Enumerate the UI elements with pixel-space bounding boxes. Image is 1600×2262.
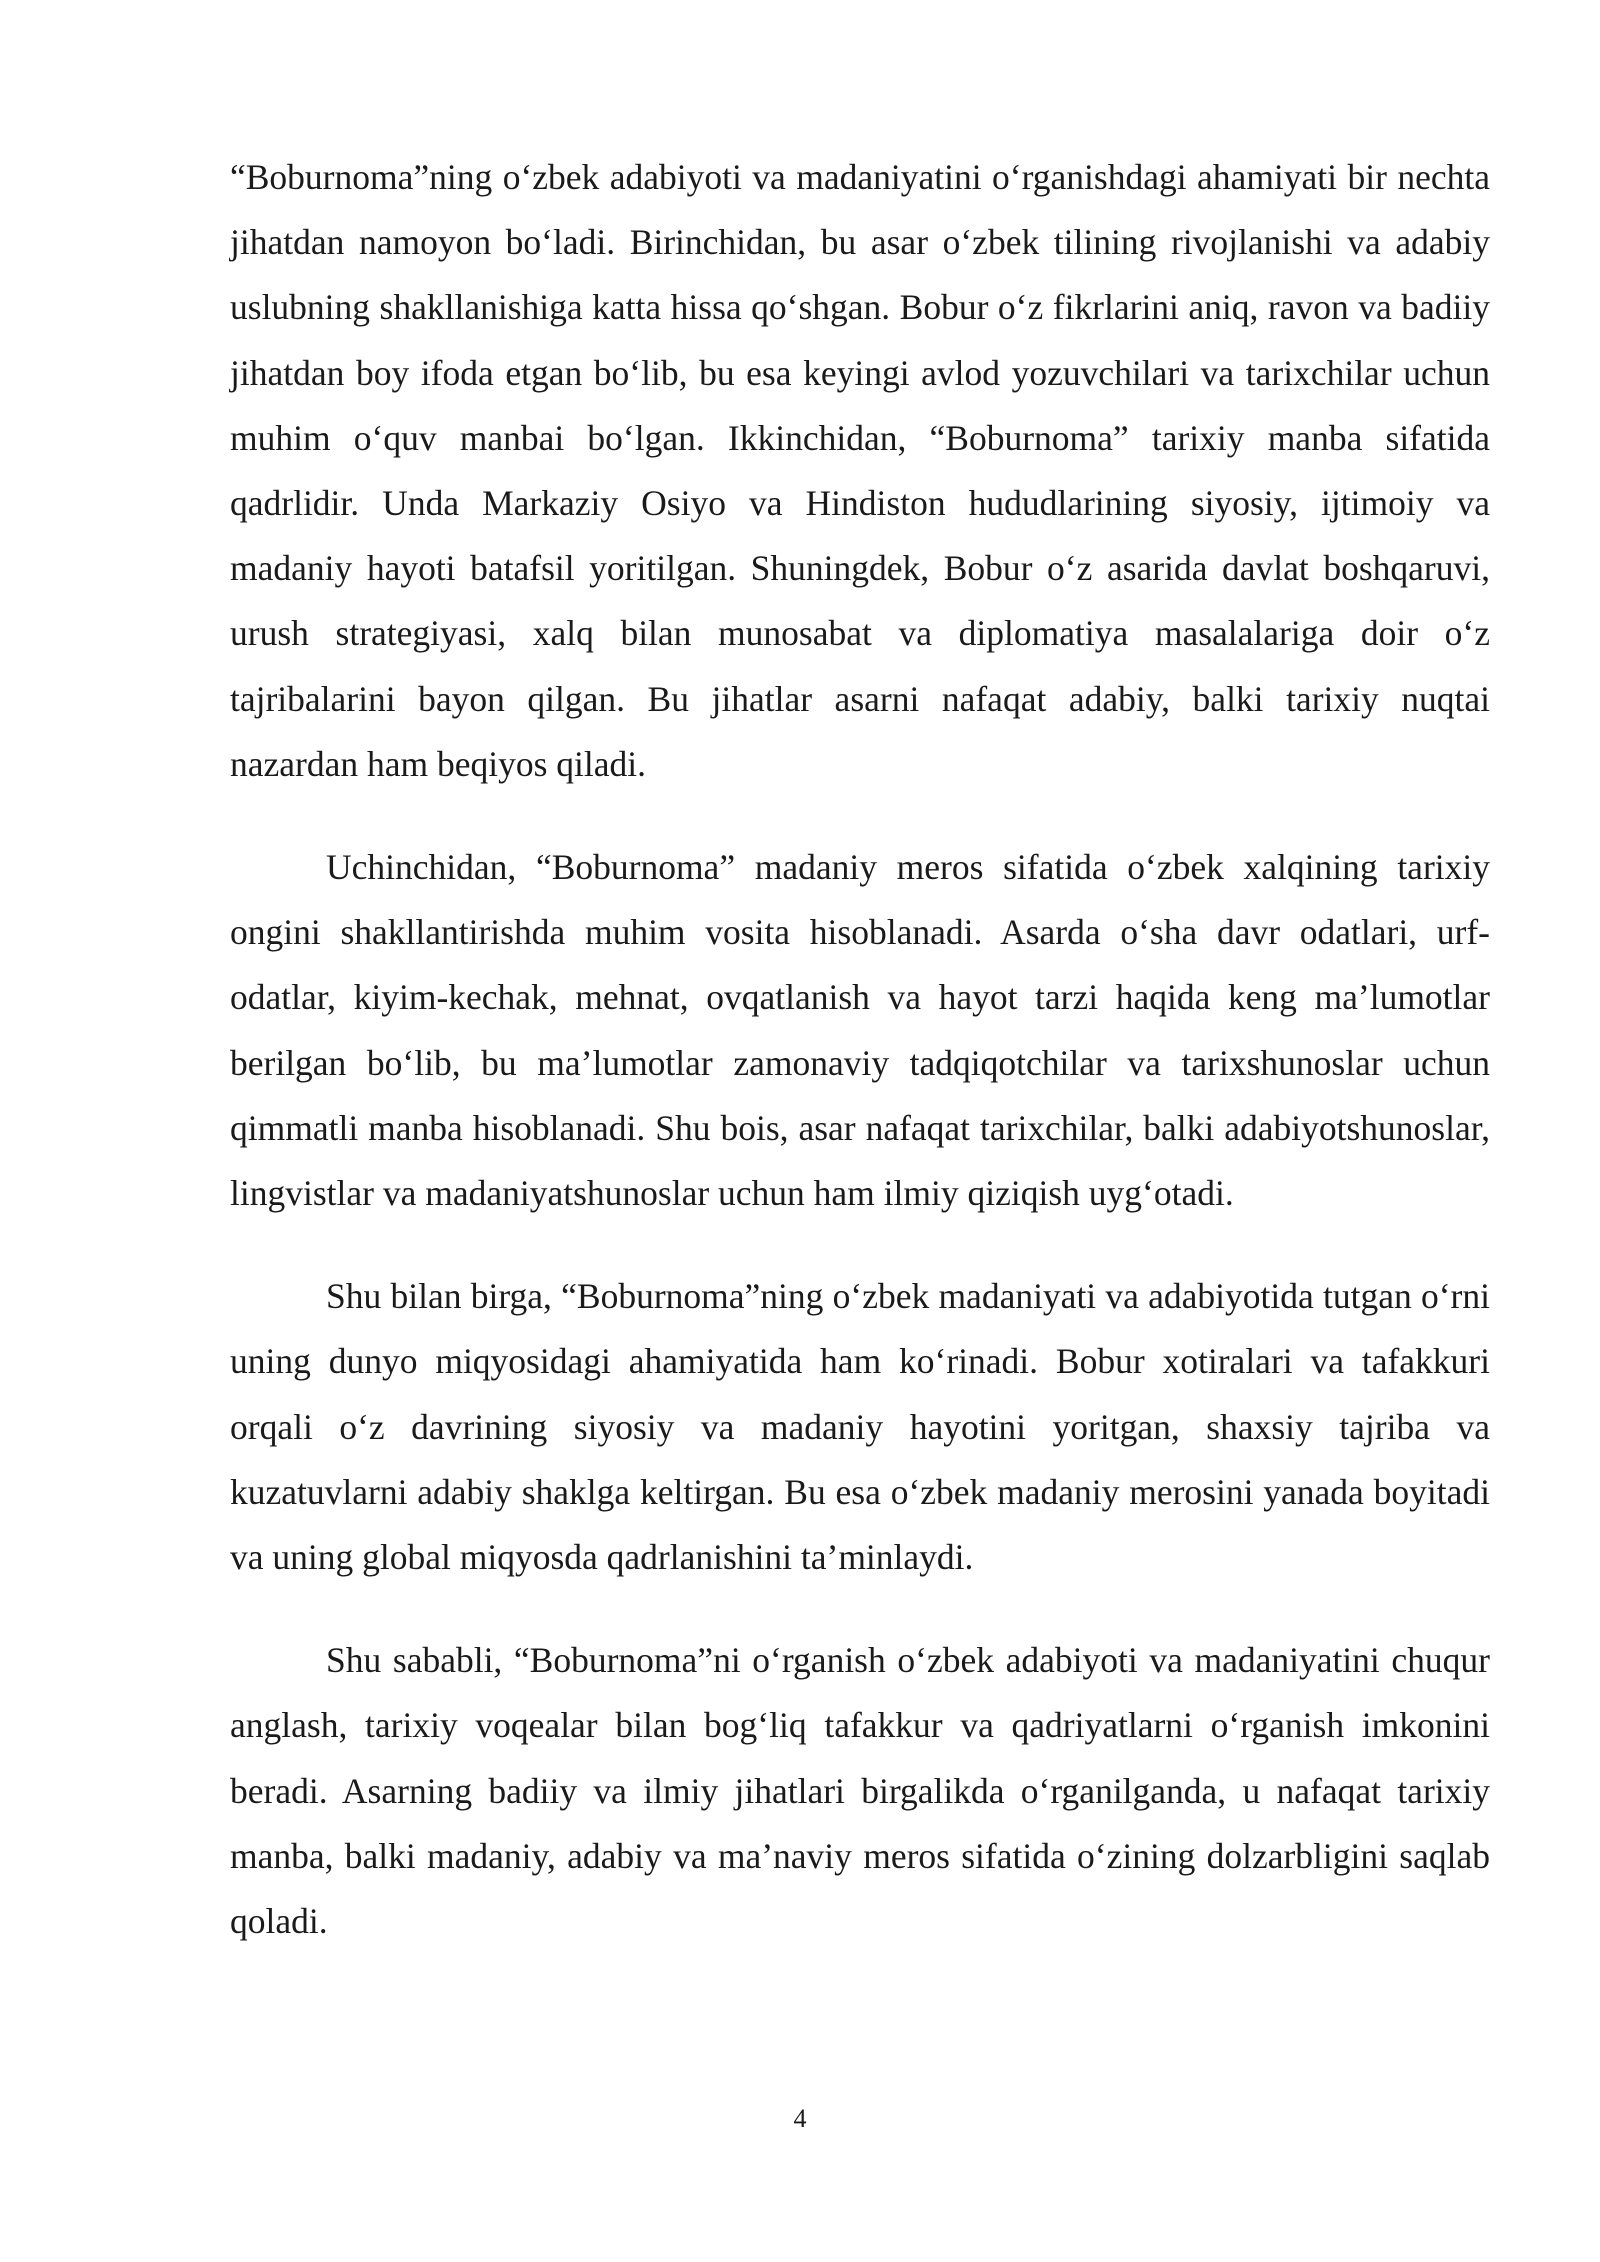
paragraph-gap xyxy=(230,1226,1490,1264)
paragraph-4: Shu sababli, “Boburnoma”ni oʻrganish oʻzbek adabiyoti va madaniyatini chuqur anglash, tarixiy voqealar bilan bogʻliq tafakkur va qadriyatlarni oʻrganish imkonini beradi. Asarning badiiy va ilmiy jihatlari birgalikda oʻrganilganda, u nafaqat tarixiy manba, balki madaniy, adabiy va ma’naviy meros sifatida oʻzining dolzarbligini saqlab qoladi. xyxy=(230,1640,1490,1942)
page-body xyxy=(230,145,1490,1954)
paragraph-2: Uchinchidan, “Boburnoma” madaniy meros sifatida oʻzbek xalqining tarixiy ongini shakllantirishda muhim vosita hisoblanadi. Asarda oʻsha davr odatlari, urf-odatlar, kiyim-kechak, mehnat, ovqatlanish va hayot tarzi haqida keng ma’lumotlar berilgan boʻlib, bu ma’lumotlar zamonaviy tadqiqotchilar va tarixshunoslar uchun qimmatli manba hisoblanadi. Shu bois, asar nafaqat tarixchilar, balki adabiyotshunoslar, lingvistlar va madaniyatshunoslar uchun ham ilmiy qiziqish uygʻotadi. xyxy=(230,847,1490,1214)
paragraph-3: Shu bilan birga, “Boburnoma”ning oʻzbek madaniyati va adabiyotida tutgan oʻrni uning dunyo miqyosidagi ahamiyatida ham koʻrinadi. Bobur xotiralari va tafakkuri orqali oʻz davrining siyosiy va madaniy hayotini yoritgan, shaxsiy tajriba va kuzatuvlarni adabiy shaklga keltirgan. Bu esa oʻzbek madaniy merosini yanada boyitadi va uning global miqyosda qadrlanishini ta’minlaydi. xyxy=(230,1276,1490,1578)
paragraph-gap xyxy=(230,1590,1490,1628)
paragraph-1: “Boburnoma”ning oʻzbek adabiyoti va madaniyatini oʻrganishdagi ahamiyati bir nechta jihatdan namoyon boʻladi. Birinchidan, bu asar oʻzbek tilining rivojlanishi va adabiy uslubning shakllanishiga katta hissa qoʻshgan. Bobur oʻz fikrlarini aniq, ravon va badiiy jihatdan boy ifoda etgan boʻlib, bu esa keyingi avlod yozuvchilari va tarixchilar uchun muhim oʻquv manbai boʻlgan. Ikkinchidan, “Boburnoma” tarixiy manba sifatida qadrlidir. Unda Markaziy Osiyo va Hindiston hududlarining siyosiy, ijtimoiy va madaniy hayoti batafsil yoritilgan. Shuningdek, Bobur oʻz asarida davlat boshqaruvi, urush strategiyasi, xalq bilan munosabat va diplomatiya masalalariga doir oʻz tajribalarini bayon qilgan. Bu jihatlar asarni nafaqat adabiy, balki tarixiy nuqtai nazardan ham beqiyos qiladi. xyxy=(230,157,1490,784)
paragraph-gap xyxy=(230,797,1490,835)
page-number: 4 xyxy=(793,2104,807,2133)
